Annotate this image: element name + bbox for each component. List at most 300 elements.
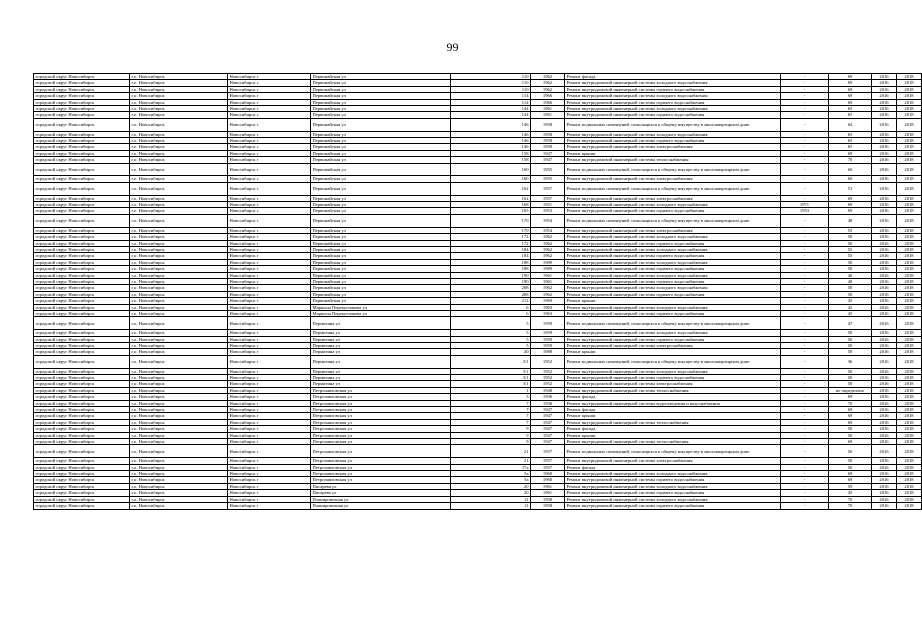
municipality-cell: городской округ Новосибирск [34,285,130,291]
work-type-cell: Ремонт внутридомовой инженерной системы водоотведения и водоснабжения [565,400,781,406]
work-type-cell: Ремонт внутридомовой инженерной системы горячего водоснабжения [565,278,781,284]
end-year-cell: 2018 [897,144,922,150]
municipality-cell: городской округ Новосибирск [34,214,130,227]
start-year-cell: 2016 [872,426,897,432]
settlement-cell: г.о. Новосибирск [130,490,228,496]
commission-year-cell: 1947 [531,432,565,438]
wear-percent-cell: 55 [829,227,872,233]
locality-cell: Новосибирск г [228,80,311,86]
commission-year-cell: 1959 [531,330,565,336]
municipality-cell: городской округ Новосибирск [34,86,130,92]
locality-cell: Новосибирск г [228,483,311,489]
settlement-cell: г.о. Новосибирск [130,342,228,348]
last-repair-year-cell: - [781,298,829,304]
start-year-cell: 2016 [872,381,897,387]
wear-percent-cell: 50 [829,259,872,265]
settlement-cell: г.о. Новосибирск [130,112,228,118]
last-repair-year-cell: - [781,496,829,502]
table-row [34,503,922,509]
municipality-cell: городской округ Новосибирск [34,432,130,438]
start-year-cell: 2016 [872,144,897,150]
start-year-cell: 2016 [872,285,897,291]
work-type-cell: Ремонт внутридомовой инженерной системы теплоснабжения [565,387,781,393]
last-repair-year-cell: - [781,426,829,432]
end-year-cell: 2018 [897,387,922,393]
house-number-cell: 208 [451,291,531,297]
house-number-cell: 20 [451,349,531,355]
commission-year-cell: 1958 [531,503,565,509]
locality-cell: Новосибирск г [228,336,311,342]
end-year-cell: 2018 [897,310,922,316]
last-repair-year-cell: - [781,144,829,150]
wear-percent-cell: 51 [829,182,872,195]
locality-cell: Новосибирск г [228,259,311,265]
work-type-cell: Ремонт внутридомовой инженерной системы теплоснабжения [565,439,781,445]
house-number-cell: 190 [451,272,531,278]
wear-percent-cell: 50 [829,368,872,374]
end-year-cell: 2018 [897,234,922,240]
locality-cell: Новосибирск г [228,381,311,387]
commission-year-cell: 1955 [531,163,565,176]
table-row [34,445,922,458]
start-year-cell: 2016 [872,272,897,278]
locality-cell: Новосибирск г [228,375,311,381]
house-number-cell: 5 [451,330,531,336]
settlement-cell: г.о. Новосибирск [130,413,228,419]
work-type-cell: Ремонт внутридомовой инженерной системы горячего водоснабжения [565,336,781,342]
street-cell: Пермитина ул [311,375,451,381]
end-year-cell: 2018 [897,464,922,470]
municipality-cell: городской округ Новосибирск [34,407,130,413]
commission-year-cell: 1958 [531,118,565,131]
start-year-cell: 2016 [872,163,897,176]
municipality-cell: городской округ Новосибирск [34,419,130,425]
locality-cell: Новосибирск г [228,310,311,316]
municipality-cell: городской округ Новосибирск [34,106,130,112]
last-repair-year-cell: - [781,131,829,137]
settlement-cell: г.о. Новосибирск [130,375,228,381]
house-number-cell: 144 [451,112,531,118]
last-repair-year-cell: - [781,342,829,348]
municipality-cell: городской округ Новосибирск [34,445,130,458]
municipality-cell: городской округ Новосибирск [34,330,130,336]
table-row [34,182,922,195]
municipality-cell: городской округ Новосибирск [34,208,130,214]
work-type-cell: Ремонт внутридомовой инженерной системы горячего водоснабжения [565,375,781,381]
locality-cell: Новосибирск г [228,112,311,118]
house-number-cell: 162 [451,195,531,201]
commission-year-cell: 1959 [531,342,565,348]
settlement-cell: г.о. Новосибирск [130,131,228,137]
locality-cell: Новосибирск г [228,317,311,330]
wear-percent-cell: 69 [829,195,872,201]
house-number-cell: 9 [451,439,531,445]
start-year-cell: 2016 [872,368,897,374]
wear-percent-cell: 55 [829,253,872,259]
work-type-cell: Ремонт внутридомовой инженерной системы теплоснабжения [565,157,781,163]
end-year-cell: 2018 [897,490,922,496]
wear-percent-cell: 50 [829,336,872,342]
work-type-cell: Ремонт внутридомовой инженерной системы горячего водоснабжения [565,291,781,297]
locality-cell: Новосибирск г [228,202,311,208]
last-repair-year-cell: - [781,419,829,425]
house-number-cell: 160 [451,176,531,182]
house-number-cell: 3/1 [451,355,531,368]
wear-percent-cell: 50 [829,266,872,272]
commission-year-cell: 1961 [531,483,565,489]
street-cell: Первомайская ул [311,144,451,150]
settlement-cell: г.о. Новосибирск [130,349,228,355]
municipality-cell: городской округ Новосибирск [34,490,130,496]
locality-cell: Новосибирск г [228,368,311,374]
street-cell: Первомайская ул [311,118,451,131]
municipality-cell: городской округ Новосибирск [34,266,130,272]
work-type-cell: Ремонт внутридомовой инженерной системы холодного водоснабжения [565,496,781,502]
end-year-cell: 2018 [897,458,922,464]
street-cell: Первомайская ул [311,195,451,201]
house-number-cell: 184 [451,246,531,252]
commission-year-cell: 1966 [531,93,565,99]
end-year-cell: 2018 [897,342,922,348]
settlement-cell: г.о. Новосибирск [130,240,228,246]
settlement-cell: г.о. Новосибирск [130,407,228,413]
last-repair-year-cell: - [781,234,829,240]
settlement-cell: г.о. Новосибирск [130,330,228,336]
commission-year-cell: 1960 [531,477,565,483]
commission-year-cell: 1947 [531,413,565,419]
work-type-cell: Ремонт внутридомовой инженерной системы горячего водоснабжения [565,253,781,259]
end-year-cell: 2018 [897,336,922,342]
locality-cell: Новосибирск г [228,419,311,425]
last-repair-year-cell: - [781,503,829,509]
last-repair-year-cell: - [781,400,829,406]
street-cell: Пермитина ул [311,342,451,348]
wear-percent-cell: 50 [829,342,872,348]
locality-cell: Новосибирск г [228,464,311,470]
street-cell: Пермитина ул [311,317,451,330]
start-year-cell: 2016 [872,330,897,336]
work-type-cell: Ремонт внутридомовой инженерной системы холодного водоснабжения [565,246,781,252]
settlement-cell: г.о. Новосибирск [130,208,228,214]
house-number-cell: 9 [451,426,531,432]
house-number-cell: 212 [451,298,531,304]
start-year-cell: 2016 [872,208,897,214]
house-number-cell: 1 [451,387,531,393]
settlement-cell: г.о. Новосибирск [130,445,228,458]
start-year-cell: 2016 [872,407,897,413]
wear-percent-cell: не определено [829,387,872,393]
start-year-cell: 2016 [872,310,897,316]
locality-cell: Новосибирск г [228,176,311,182]
wear-percent-cell: 64 [829,118,872,131]
locality-cell: Новосибирск г [228,99,311,105]
start-year-cell: 2016 [872,483,897,489]
house-number-cell: 114 [451,99,531,105]
wear-percent-cell: 47 [829,317,872,330]
end-year-cell: 2018 [897,138,922,144]
locality-cell: Новосибирск г [228,400,311,406]
municipality-cell: городской округ Новосибирск [34,342,130,348]
last-repair-year-cell: - [781,310,829,316]
end-year-cell: 2018 [897,330,922,336]
end-year-cell: 2018 [897,426,922,432]
work-type-cell: Ремонт внутридомовой инженерной системы горячего водоснабжения [565,477,781,483]
end-year-cell: 2018 [897,74,922,80]
last-repair-year-cell: - [781,407,829,413]
house-number-cell: 184 [451,253,531,259]
start-year-cell: 2016 [872,349,897,355]
start-year-cell: 2016 [872,278,897,284]
commission-year-cell: 1947 [531,439,565,445]
wear-percent-cell: 50 [829,445,872,458]
end-year-cell: 2018 [897,503,922,509]
commission-year-cell: 1961 [531,272,565,278]
street-cell: Первомайская ул [311,240,451,246]
commission-year-cell: 1962 [531,234,565,240]
house-number-cell: 3 [451,394,531,400]
work-type-cell: Ремонт фасада [565,407,781,413]
settlement-cell: г.о. Новосибирск [130,483,228,489]
locality-cell: Новосибирск г [228,471,311,477]
municipality-cell: городской округ Новосибирск [34,496,130,502]
wear-percent-cell: 69 [829,80,872,86]
municipality-cell: городской округ Новосибирск [34,503,130,509]
end-year-cell: 2018 [897,278,922,284]
work-type-cell: Ремонт подвальных помещений, относящихся к общему имуществу в многоквартирном доме [565,118,781,131]
last-repair-year-cell: - [781,138,829,144]
end-year-cell: 2018 [897,407,922,413]
wear-percent-cell: 40 [829,278,872,284]
start-year-cell: 2016 [872,342,897,348]
end-year-cell: 2018 [897,150,922,156]
wear-percent-cell: 48 [829,214,872,227]
wear-percent-cell: 70 [829,503,872,509]
start-year-cell: 2016 [872,445,897,458]
street-cell: Петропавловская ул [311,387,451,393]
settlement-cell: г.о. Новосибирск [130,285,228,291]
last-repair-year-cell: - [781,445,829,458]
commission-year-cell: 1952 [531,381,565,387]
start-year-cell: 2016 [872,458,897,464]
house-number-cell: 110 [451,74,531,80]
commission-year-cell: 1954 [531,227,565,233]
work-type-cell: Ремонт крыши [565,298,781,304]
street-cell: Планировочная ул [311,503,451,509]
start-year-cell: 2016 [872,80,897,86]
house-number-cell: 158 [451,157,531,163]
municipality-cell: городской округ Новосибирск [34,234,130,240]
locality-cell: Новосибирск г [228,477,311,483]
work-type-cell: Ремонт подвальных помещений, относящихся к общему имуществу в многоквартирном доме [565,317,781,330]
work-type-cell: Ремонт внутридомовой инженерной системы электроснабжения [565,176,781,182]
commission-year-cell: 1955 [531,176,565,182]
locality-cell: Новосибирск г [228,285,311,291]
work-type-cell: Ремонт внутридомовой инженерной системы холодного водоснабжения [565,234,781,240]
commission-year-cell: 1947 [531,407,565,413]
settlement-cell: г.о. Новосибирск [130,394,228,400]
last-repair-year-cell: - [781,80,829,86]
work-type-cell: Ремонт крыши [565,349,781,355]
municipality-cell: городской округ Новосибирск [34,471,130,477]
street-cell: Петропавловская ул [311,458,451,464]
municipality-cell: городской округ Новосибирск [34,240,130,246]
end-year-cell: 2018 [897,439,922,445]
commission-year-cell: 1951 [531,202,565,208]
locality-cell: Новосибирск г [228,93,311,99]
wear-percent-cell: 50 [829,330,872,336]
settlement-cell: г.о. Новосибирск [130,477,228,483]
house-number-cell: 172 [451,240,531,246]
end-year-cell: 2018 [897,253,922,259]
settlement-cell: г.о. Новосибирск [130,419,228,425]
end-year-cell: 2018 [897,317,922,330]
work-type-cell: Ремонт внутридомовой инженерной системы горячего водоснабжения [565,240,781,246]
locality-cell: Новосибирск г [228,490,311,496]
street-cell: Первомайская ул [311,266,451,272]
settlement-cell: г.о. Новосибирск [130,426,228,432]
municipality-cell: городской округ Новосибирск [34,272,130,278]
street-cell: Пермитина ул [311,349,451,355]
commission-year-cell: 1989 [531,259,565,265]
start-year-cell: 2016 [872,259,897,265]
wear-percent-cell: 50 [829,285,872,291]
end-year-cell: 2018 [897,368,922,374]
street-cell: Пермитина ул [311,330,451,336]
street-cell: Петропавловская ул [311,432,451,438]
start-year-cell: 2016 [872,253,897,259]
locality-cell: Новосибирск г [228,503,311,509]
start-year-cell: 2016 [872,157,897,163]
end-year-cell: 2018 [897,93,922,99]
wear-percent-cell: 65 [829,131,872,137]
settlement-cell: г.о. Новосибирск [130,227,228,233]
wear-percent-cell: 69 [829,202,872,208]
work-type-cell: Ремонт внутридомовой инженерной системы горячего водоснабжения [565,99,781,105]
house-number-cell: 5а [451,477,531,483]
settlement-cell: г.о. Новосибирск [130,310,228,316]
locality-cell: Новосибирск г [228,407,311,413]
commission-year-cell: 1947 [531,426,565,432]
end-year-cell: 2018 [897,477,922,483]
last-repair-year-cell: - [781,93,829,99]
wear-percent-cell: 50 [829,381,872,387]
house-number-cell: 146 [451,131,531,137]
start-year-cell: 2016 [872,93,897,99]
house-number-cell: 3/1 [451,375,531,381]
settlement-cell: г.о. Новосибирск [130,503,228,509]
end-year-cell: 2018 [897,106,922,112]
wear-percent-cell: 69 [829,74,872,80]
municipality-cell: городской округ Новосибирск [34,80,130,86]
house-number-cell: 7 [451,400,531,406]
settlement-cell: г.о. Новосибирск [130,471,228,477]
end-year-cell: 2018 [897,413,922,419]
start-year-cell: 2016 [872,496,897,502]
settlement-cell: г.о. Новосибирск [130,80,228,86]
locality-cell: Новосибирск г [228,246,311,252]
table-row [34,163,922,176]
commission-year-cell: 1952 [531,355,565,368]
wear-percent-cell: 65 [829,138,872,144]
work-type-cell: Ремонт фасада [565,426,781,432]
end-year-cell: 2018 [897,246,922,252]
commission-year-cell: 1961 [531,490,565,496]
house-number-cell: 165 [451,208,531,214]
municipality-cell: городской округ Новосибирск [34,349,130,355]
last-repair-year-cell: - [781,214,829,227]
locality-cell: Новосибирск г [228,240,311,246]
municipality-cell: городской округ Новосибирск [34,157,130,163]
start-year-cell: 2016 [872,182,897,195]
municipality-cell: городской округ Новосибирск [34,259,130,265]
last-repair-year-cell: - [781,355,829,368]
start-year-cell: 2016 [872,400,897,406]
start-year-cell: 2016 [872,355,897,368]
street-cell: Пермитина ул [311,381,451,387]
street-cell: Петропавловская ул [311,477,451,483]
locality-cell: Новосибирск г [228,355,311,368]
work-type-cell: Ремонт подвальных помещений, относящихся к общему имуществу в многоквартирном доме [565,182,781,195]
settlement-cell: г.о. Новосибирск [130,157,228,163]
street-cell: Первомайская ул [311,176,451,182]
locality-cell: Новосибирск г [228,214,311,227]
start-year-cell: 2016 [872,298,897,304]
last-repair-year-cell: - [781,112,829,118]
work-type-cell: Ремонт внутридомовой инженерной системы холодного водоснабжения [565,330,781,336]
end-year-cell: 2018 [897,99,922,105]
wear-percent-cell: 50 [829,458,872,464]
start-year-cell: 2016 [872,99,897,105]
work-type-cell: Ремонт подвальных помещений, относящихся к общему имуществу в многоквартирном доме [565,214,781,227]
locality-cell: Новосибирск г [228,138,311,144]
house-number-cell: 158 [451,150,531,156]
commission-year-cell: 1962 [531,86,565,92]
last-repair-year-cell: - [781,86,829,92]
municipality-cell: городской округ Новосибирск [34,246,130,252]
commission-year-cell: 1963 [531,310,565,316]
house-number-cell: 7 [451,419,531,425]
municipality-cell: городской округ Новосибирск [34,483,130,489]
locality-cell: Новосибирск г [228,144,311,150]
municipality-cell: городской округ Новосибирск [34,426,130,432]
street-cell: Маршала Перекупчакова ул [311,310,451,316]
locality-cell: Новосибирск г [228,266,311,272]
work-type-cell: Ремонт внутридомовой инженерной системы электроснабжения [565,342,781,348]
locality-cell: Новосибирск г [228,298,311,304]
last-repair-year-cell: - [781,490,829,496]
end-year-cell: 2018 [897,118,922,131]
street-cell: Петропавловская ул [311,464,451,470]
commission-year-cell: 1957 [531,195,565,201]
settlement-cell: г.о. Новосибирск [130,246,228,252]
table-body [34,74,922,510]
end-year-cell: 2018 [897,182,922,195]
last-repair-year-cell: - [781,464,829,470]
start-year-cell: 2016 [872,227,897,233]
end-year-cell: 2018 [897,471,922,477]
street-cell: Первомайская ул [311,93,451,99]
commission-year-cell: 1959 [531,317,565,330]
street-cell: Первомайская ул [311,112,451,118]
wear-percent-cell: 60 [829,176,872,182]
commission-year-cell: 1948 [531,387,565,393]
end-year-cell: 2018 [897,195,922,201]
locality-cell: Новосибирск г [228,387,311,393]
wear-percent-cell: 36 [829,355,872,368]
municipality-cell: городской округ Новосибирск [34,458,130,464]
settlement-cell: г.о. Новосибирск [130,381,228,387]
last-repair-year-cell: - [781,266,829,272]
